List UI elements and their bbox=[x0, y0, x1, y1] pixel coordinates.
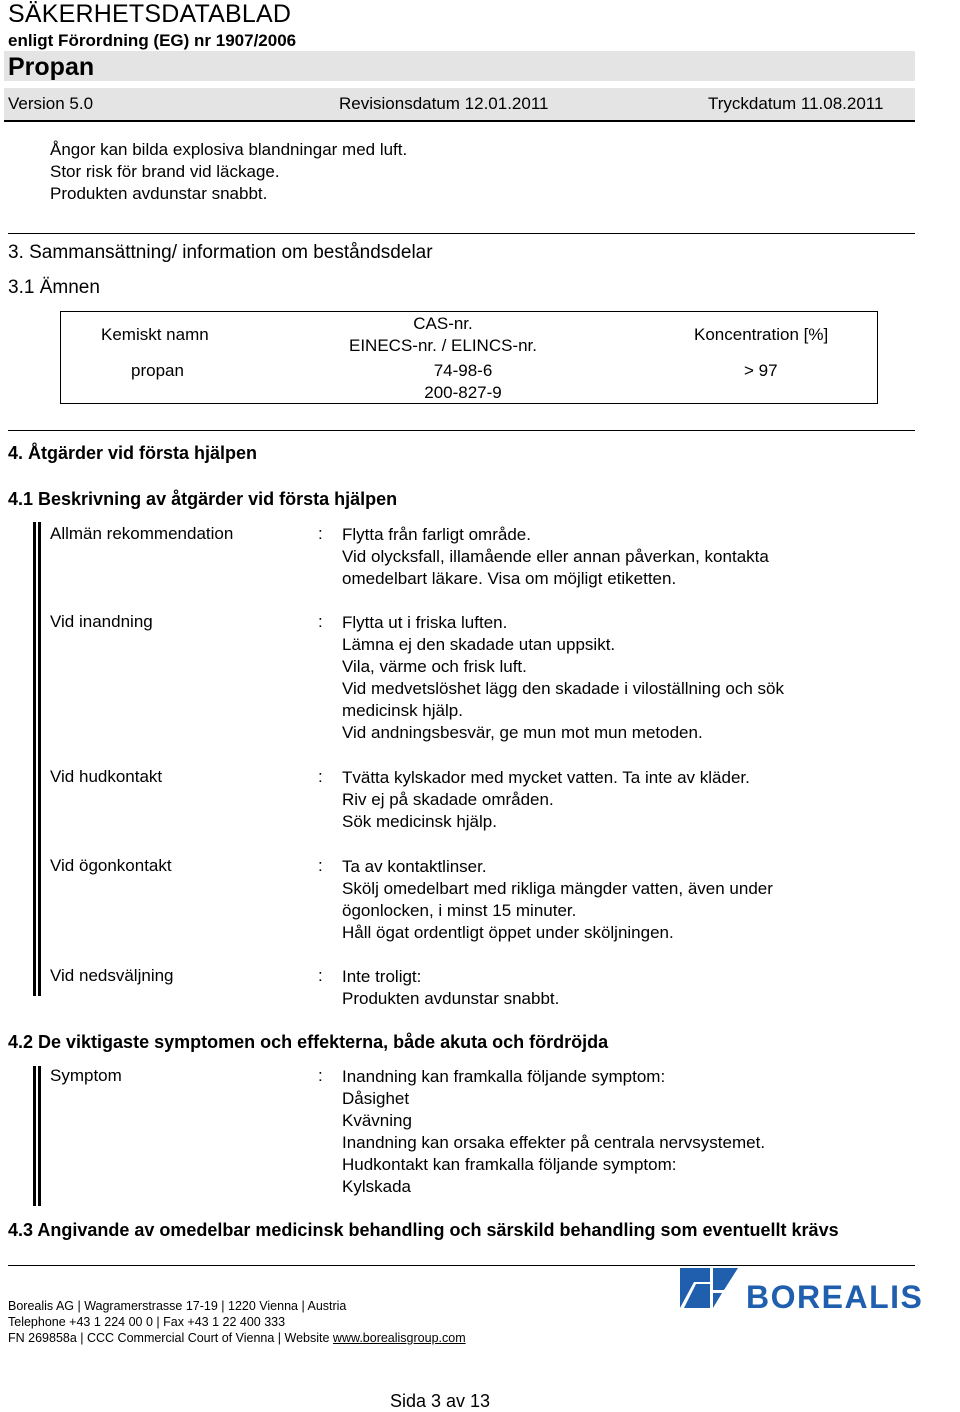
symptom-label: Symptom bbox=[50, 1066, 122, 1085]
colon: : bbox=[318, 856, 323, 875]
table-cell-cas: 74-98-6 bbox=[433, 361, 493, 380]
change-bar bbox=[33, 522, 36, 996]
first-aid-text-eye: Ta av kontaktlinser. Skölj omedelbart med rikliga mängder vatten, även under ögonlocken, i minst 15 minuter. Håll ögat ordentligt öppet under sköljningen. bbox=[342, 857, 773, 942]
product-name: Propan bbox=[8, 53, 95, 81]
change-bar bbox=[38, 522, 41, 996]
version-label: Version 5.0 bbox=[8, 94, 94, 113]
section-4-3-title: 4.3 Angivande av omedelbar medicinsk behandling och särskild behandling som eventuellt krävs bbox=[8, 1220, 839, 1240]
first-aid-label-eye: Vid ögonkontakt bbox=[50, 856, 172, 875]
table-header-chemical-name: Kemiskt namn bbox=[101, 325, 209, 344]
section-3-1-title: 3.1 Ämnen bbox=[8, 277, 100, 298]
borealis-logo-mark bbox=[680, 1268, 738, 1308]
symptom-text: Inandning kan framkalla följande symptom: Dåsighet Kvävning Inandning kan orsaka effekter på centrala nervsystemet. Hudkontakt kan framkalla följande symptom: Kylskada bbox=[342, 1067, 766, 1196]
colon: : bbox=[318, 524, 323, 543]
borealis-logo-text: BOREALIS bbox=[746, 1279, 924, 1315]
first-aid-text-general: Flytta från farligt område. Vid olycksfall, illamående eller annan påverkan, kontakta omedelbart läkare. Visa om möjligt etiketten. bbox=[342, 525, 769, 588]
first-aid-text-skin: Tvätta kylskador med mycket vatten. Ta inte av kläder. Riv ej på skadade områden. Sök medicinsk hjälp. bbox=[342, 768, 750, 831]
document-title: SÄKERHETSDATABLAD bbox=[8, 0, 292, 28]
change-bar bbox=[38, 1066, 41, 1206]
footer-address: Borealis AG | Wagramerstrasse 17-19 | 1220 Vienna | Austria bbox=[8, 1299, 347, 1313]
colon: : bbox=[318, 612, 323, 631]
colon: : bbox=[318, 966, 323, 985]
table-cell-name: propan bbox=[131, 361, 184, 380]
revision-date: Revisionsdatum 12.01.2011 bbox=[339, 94, 549, 113]
table-cell-concentration: > 97 bbox=[744, 361, 778, 380]
first-aid-text-ingestion: Inte troligt: Produkten avdunstar snabbt. bbox=[342, 967, 560, 1008]
print-date: Tryckdatum 11.08.2011 bbox=[708, 94, 884, 113]
borealis-logo bbox=[680, 1268, 955, 1316]
section-divider bbox=[8, 430, 915, 431]
hazard-line: Produkten avdunstar snabbt. bbox=[50, 184, 268, 203]
product-bar bbox=[4, 51, 915, 81]
table-header-cas: CAS-nr. bbox=[413, 314, 473, 333]
section-divider bbox=[8, 233, 915, 234]
first-aid-label-general: Allmän rekommendation bbox=[50, 524, 234, 543]
first-aid-label-ingestion: Vid nedsväljning bbox=[50, 966, 174, 985]
first-aid-text-inhalation: Flytta ut i friska luften. Lämna ej den skadade utan uppsikt. Vila, värme och frisk luft. Vid medvetslöshet lägg den skadade i viloställning och sök medicinsk hjälp. Vid andningsbesvär, ge mun mot mun metoden. bbox=[342, 613, 784, 742]
first-aid-label-skin: Vid hudkontakt bbox=[50, 767, 163, 786]
website-link[interactable]: www.borealisgroup.com bbox=[332, 1331, 466, 1345]
substance-table bbox=[60, 311, 878, 404]
footer-phone: Telephone +43 1 224 00 0 | Fax +43 1 22 400 333 bbox=[8, 1315, 286, 1329]
page-number: Sida 3 av 13 bbox=[390, 1391, 491, 1411]
hazard-line: Stor risk för brand vid läckage. bbox=[50, 162, 280, 181]
table-cell-einecs: 200-827-9 bbox=[424, 383, 502, 402]
section-4-title: 4. Åtgärder vid första hjälpen bbox=[8, 443, 258, 463]
section-4-2-title: 4.2 De viktigaste symptomen och effekterna, både akuta och fördröjda bbox=[8, 1032, 609, 1052]
footer-divider bbox=[8, 1265, 915, 1266]
table-header-einecs: EINECS-nr. / ELINCS-nr. bbox=[349, 336, 537, 355]
section-4-1-title: 4.1 Beskrivning av åtgärder vid första hjälpen bbox=[8, 489, 398, 509]
colon: : bbox=[318, 1066, 323, 1085]
first-aid-label-inhalation: Vid inandning bbox=[50, 612, 153, 631]
table-header-concentration: Koncentration [%] bbox=[694, 325, 829, 344]
hazard-line: Ångor kan bilda explosiva blandningar med luft. bbox=[50, 140, 408, 159]
section-3-title: 3. Sammansättning/ information om beståndsdelar bbox=[8, 242, 433, 263]
footer-registration: FN 269858a | CCC Commercial Court of Vienna | Website www.borealisgroup.com bbox=[8, 1331, 466, 1345]
regulation-subtitle: enligt Förordning (EG) nr 1907/2006 bbox=[8, 31, 297, 50]
change-bar bbox=[33, 1066, 36, 1206]
colon: : bbox=[318, 767, 323, 786]
